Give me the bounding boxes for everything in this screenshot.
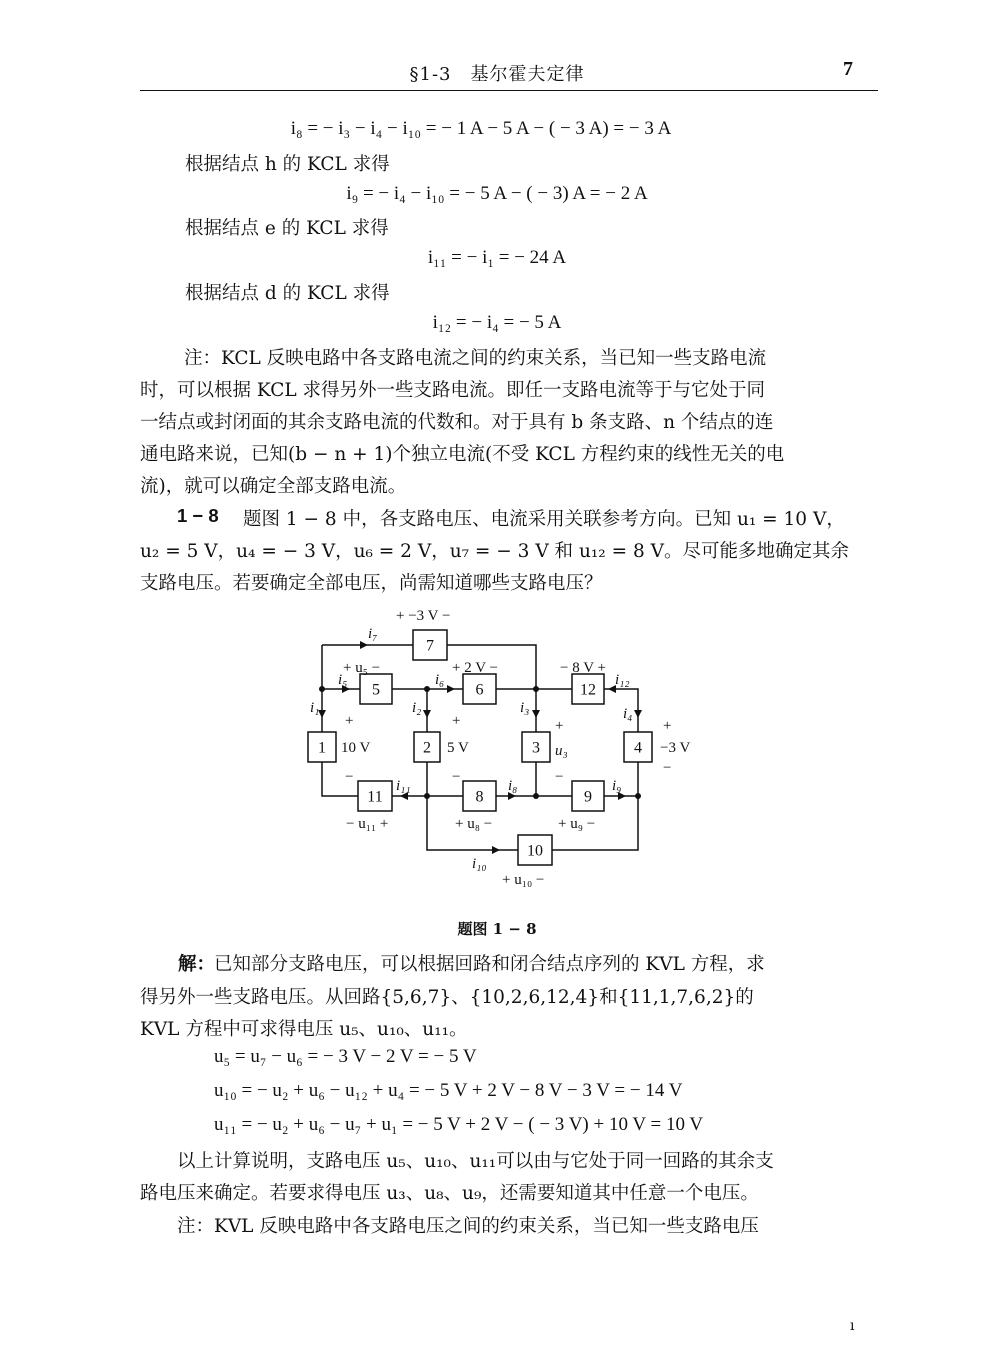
label-i5: i₅ (338, 672, 348, 688)
label-minus-2: − (452, 769, 461, 785)
element-number-1: 1 (318, 739, 326, 757)
solution-line3: KVL 方程中可求得电压 u₅、u₁₀、u₁₁。 (140, 1019, 468, 1040)
note1-line3: 一结点或封闭面的其余支路电流的代数和。对于具有 b 条支路、n 个结点的连 (140, 412, 774, 433)
label-v1: 10 V (341, 740, 371, 756)
arrow-i6 (447, 685, 455, 693)
problem-line3: 支路电压。若要确定全部电压，尚需知道哪些支路电压？ (140, 573, 603, 594)
label-i9: i₉ (612, 778, 622, 794)
label-u10: + u₁₀ − (502, 872, 545, 888)
header-rule (140, 90, 878, 91)
figure-caption: 题图 1 − 8 (457, 920, 537, 938)
label-v2: 5 V (447, 740, 469, 756)
node-d-text: 根据结点 d 的 KCL 求得 (185, 283, 390, 304)
element-number-3: 3 (532, 739, 540, 757)
note1-line1: 注：KCL 反映电路中各支路电流之间的约束关系，当已知一些支路电流 (184, 348, 767, 369)
equation-i9: i₉ = − i₄ − i₁₀ = − 5 A − ( − 3) A = − 2 A (346, 183, 648, 204)
arrow-i10 (492, 846, 500, 854)
label-i6: i₆ (435, 672, 445, 688)
label-i12: i₁₂ (615, 672, 630, 688)
node-dot (424, 686, 430, 692)
note1-line4: 通电路来说，已知(b − n + 1)个独立电流(不受 KCL 方程约束的线性无关的电 (140, 444, 785, 465)
label-v12: − 8 V + (560, 660, 606, 676)
label-i8: i₈ (508, 778, 518, 794)
label-plus-3: + (555, 718, 564, 734)
equation-u5: u₅ = u₇ − u₆ = − 3 V − 2 V = − 5 V (214, 1046, 477, 1067)
conclusion-line2: 路电压来确定。若要求得电压 u₃、u₈、u₉，还需要知道其中任意一个电压。 (140, 1183, 759, 1204)
equation-i8: i₈ = − i₃ − i₄ − i₁₀ = − 1 A − 5 A − ( − 3 A) = − 3 A (290, 118, 672, 139)
problem-number: 1 − 8 (177, 505, 219, 526)
label-u3: u₃ (555, 743, 568, 759)
circuit-diagram (290, 600, 710, 900)
element-number-8: 8 (475, 788, 484, 806)
equation-u10: u₁₀ = − u₂ + u₆ − u₁₂ + u₄ = − 5 V + 2 V − 8 V − 3 V = − 14 V (214, 1080, 683, 1101)
footer-mark: ı (850, 1318, 855, 1334)
label-i10: i₁₀ (472, 856, 487, 872)
label-i11: i₁₁ (396, 778, 411, 794)
label-plus-2: + (452, 713, 461, 729)
label-plus-1: + (345, 713, 354, 729)
label-u8: + u₈ − (455, 816, 493, 832)
element-number-6: 6 (475, 681, 484, 699)
conclusion-line1: 以上计算说明，支路电压 u₅、u₁₀、u₁₁可以由与它处于同一回路的其余支 (177, 1151, 774, 1172)
label-u9: + u₉ − (558, 816, 596, 832)
problem-line2: u₂ = 5 V，u₄ = − 3 V，u₆ = 2 V，u₇ = − 3 V 和 u₁₂ = 8 V。尽可能多地确定其余 (140, 541, 849, 562)
arrow-i4 (634, 710, 642, 718)
label-i1: i₁ (310, 700, 320, 716)
element-number-12: 12 (580, 681, 596, 699)
node-dot (533, 793, 539, 799)
element-number-7: 7 (426, 637, 434, 655)
label-plus-4: + (663, 718, 672, 734)
page-number: 7 (843, 58, 853, 80)
solution-line2: 得另外一些支路电压。从回路{5,6,7}、{10,2,6,12,4}和{11,1,7,6,2}的 (140, 987, 754, 1008)
note2-line1: 注：KVL 反映电路中各支路电压之间的约束关系，当已知一些支路电压 (177, 1216, 759, 1237)
node-dot (424, 793, 430, 799)
label-v7: + −3 V − (396, 608, 451, 624)
node-dot (533, 686, 539, 692)
element-number-2: 2 (423, 739, 431, 757)
element-number-10: 10 (527, 842, 543, 860)
arrow-i3 (532, 710, 540, 718)
label-minus-4: − (663, 760, 672, 776)
element-number-9: 9 (584, 788, 592, 806)
label-i7: i₇ (368, 626, 378, 642)
node-h-text: 根据结点 h 的 KCL 求得 (185, 154, 390, 175)
label-i2: i₂ (412, 700, 422, 716)
equation-i12: i₁₂ = − i₄ = − 5 A (432, 312, 562, 333)
running-header: §1-3 基尔霍夫定律 (409, 64, 585, 85)
note1-line5: 流)，就可以确定全部支路电流。 (140, 476, 407, 497)
element-number-4: 4 (634, 739, 642, 757)
solution-label: 解： (178, 954, 216, 975)
wire-mid-d (604, 689, 638, 732)
label-u11: − u₁₁ + (346, 816, 389, 832)
element-number-5: 5 (372, 681, 380, 699)
node-dot (635, 793, 641, 799)
label-u5: + u₅ − (343, 660, 381, 676)
label-v6: + 2 V − (452, 660, 498, 676)
label-v4: −3 V (660, 740, 691, 756)
equation-i11: i₁₁ = − i₁ = − 24 A (427, 247, 567, 268)
label-minus-3: − (555, 769, 564, 785)
node-dot (319, 686, 325, 692)
label-i4: i₄ (623, 706, 633, 722)
equation-u11: u₁₁ = − u₂ + u₆ − u₇ + u₁ = − 5 V + 2 V − ( − 3 V) + 10 V = 10 V (214, 1114, 704, 1135)
arrow-i7 (360, 641, 368, 649)
node-e-text: 根据结点 e 的 KCL 求得 (185, 218, 389, 239)
arrow-i2 (423, 710, 431, 718)
label-minus-1: − (345, 769, 354, 785)
label-i3: i₃ (520, 700, 530, 716)
problem-line1: 题图 1 − 8 中，各支路电压、电流采用关联参考方向。已知 u₁ = 10 V， (243, 509, 845, 530)
solution-line1: 已知部分支路电压，可以根据回路和闭合结点序列的 KVL 方程，求 (214, 954, 765, 975)
note1-line2: 时，可以根据 KCL 求得另外一些支路电流。即任一支路电流等于与它处于同 (140, 380, 766, 401)
element-number-11: 11 (367, 788, 383, 806)
